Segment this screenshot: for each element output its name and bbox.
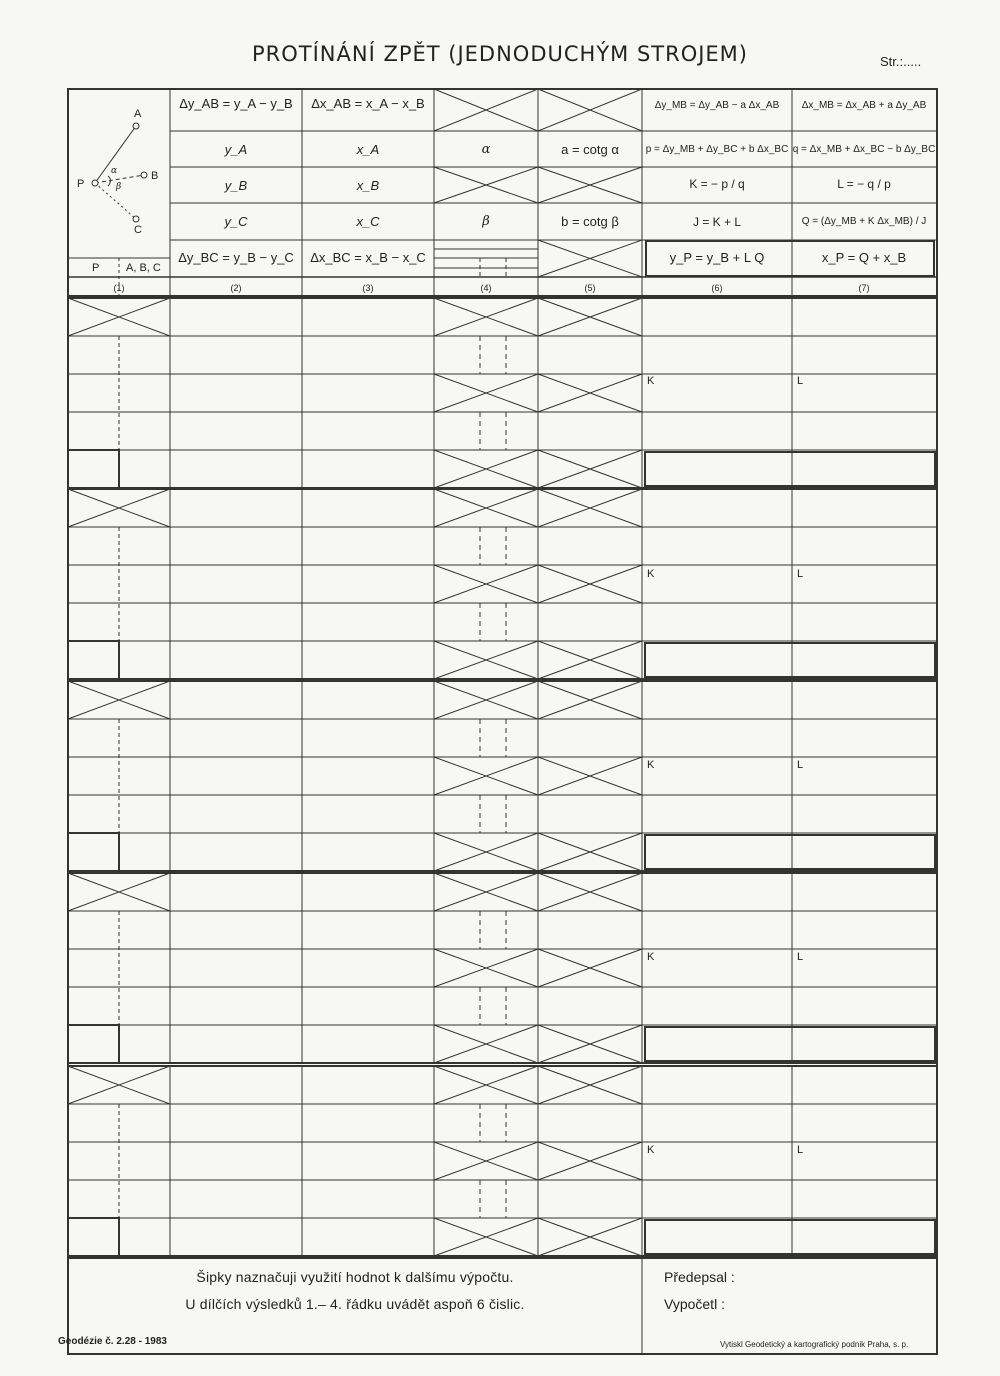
block-result-box: [645, 452, 935, 486]
col7-header-q-big: Q = (Δy_MB + K Δx_MB) / J: [801, 216, 927, 227]
col7-header-dx-mb: Δx_MB = Δx_AB + a Δy_AB: [801, 100, 927, 111]
col6-header-k: K = − p / q: [689, 177, 745, 191]
note-digits: U dílčích výsledků 1.– 4. řádku uvádět aspoň 6 čislic.: [185, 1296, 525, 1312]
column-number-1: (1): [113, 283, 125, 293]
block1-l-label: L: [797, 375, 804, 387]
vypocetl-field[interactable]: Vypočetl :: [664, 1296, 725, 1312]
block1-k-label: K: [647, 375, 655, 387]
block-p-box: [68, 450, 119, 488]
note-arrows: Šipky naznačuji využití hodnot k dalšímu výpočtu.: [196, 1269, 514, 1285]
col6-header-dy-mb: Δy_MB = Δy_AB − a Δx_AB: [654, 100, 780, 111]
sketch-point: [133, 123, 139, 129]
col6-header-j: J = K + L: [692, 215, 742, 229]
col3-header-xb: x_B: [356, 178, 380, 193]
col3-header-dx-ab: Δx_AB = x_A − x_B: [311, 96, 425, 111]
sketch-point: [133, 216, 139, 222]
block3-k-label: K: [647, 759, 655, 771]
column-number-5: (5): [584, 283, 596, 293]
sketch-point: [92, 180, 98, 186]
block-p-box: [68, 641, 119, 679]
column-number-6: (6): [711, 283, 723, 293]
sketch-label-b: B: [151, 170, 159, 182]
col3-header-dx-bc: Δx_BC = x_B − x_C: [310, 250, 426, 265]
block-result-box: [645, 1027, 935, 1061]
block-result-box: [645, 835, 935, 869]
block-p-box: [68, 1218, 119, 1256]
block5-k-label: K: [647, 1144, 655, 1156]
sketch-beta: β: [116, 182, 122, 192]
column-number-7: (7): [858, 283, 870, 293]
col1-abc-label: A, B, C: [126, 262, 161, 274]
predepsal-field[interactable]: Předepsal :: [664, 1269, 735, 1285]
footer-form-number: Geodézie č. 2.28 - 1983: [58, 1336, 167, 1347]
col4-header-beta: β: [482, 214, 490, 229]
sketch-label-c: C: [134, 224, 142, 236]
col2-header-ya: y_A: [224, 142, 248, 157]
block-p-box: [68, 1025, 119, 1063]
block3-l-label: L: [797, 759, 804, 771]
block2-l-label: L: [797, 568, 804, 580]
form-outer-frame: [68, 89, 937, 1354]
col7-header-q: q = Δx_MB + Δx_BC − b Δy_BC: [792, 144, 936, 155]
column-number-4: (4): [480, 283, 492, 293]
block2-k-label: K: [647, 568, 655, 580]
col7-header-l: L = − q / p: [837, 177, 891, 191]
col2-header-dy-bc: Δy_BC = y_B − y_C: [178, 250, 294, 265]
col3-header-xa: x_A: [356, 142, 380, 157]
col4-header-alpha: α: [481, 142, 491, 157]
block4-k-label: K: [647, 951, 655, 963]
sketch-label-a: A: [134, 108, 142, 120]
col2-header-dy-ab: Δy_AB = y_A − y_B: [179, 96, 293, 111]
col6-header-yp: y_P = y_B + L Q: [669, 250, 765, 265]
col1-p-label: P: [92, 262, 100, 274]
col5-header-b: b = cotg β: [561, 214, 619, 229]
column-number-2: (2): [230, 283, 242, 293]
col2-header-yb: y_B: [224, 178, 248, 193]
block5-l-label: L: [797, 1144, 804, 1156]
col2-header-yc: y_C: [224, 214, 248, 229]
block-result-box: [645, 643, 935, 677]
page-title: PROTÍNÁNÍ ZPĚT (JEDNODUCHÝM STROJEM): [251, 42, 748, 66]
page-number-field[interactable]: Str.:.....: [880, 54, 922, 69]
col3-header-xc: x_C: [356, 214, 380, 229]
block-p-box: [68, 833, 119, 871]
sketch-point: [141, 172, 147, 178]
column-number-3: (3): [362, 283, 374, 293]
block4-l-label: L: [797, 951, 804, 963]
col5-header-a: a = cotg α: [561, 142, 619, 157]
col7-header-xp: x_P = Q + x_B: [821, 250, 907, 265]
sketch-alpha: α: [111, 166, 118, 176]
sketch-label-p: P: [77, 178, 85, 190]
footer-printer: Vytiskl Geodetický a kartografický podnik Praha, s. p.: [720, 1340, 909, 1349]
col6-header-p: p = Δy_MB + Δy_BC + b Δx_BC: [645, 144, 789, 155]
block-result-box: [645, 1220, 935, 1254]
